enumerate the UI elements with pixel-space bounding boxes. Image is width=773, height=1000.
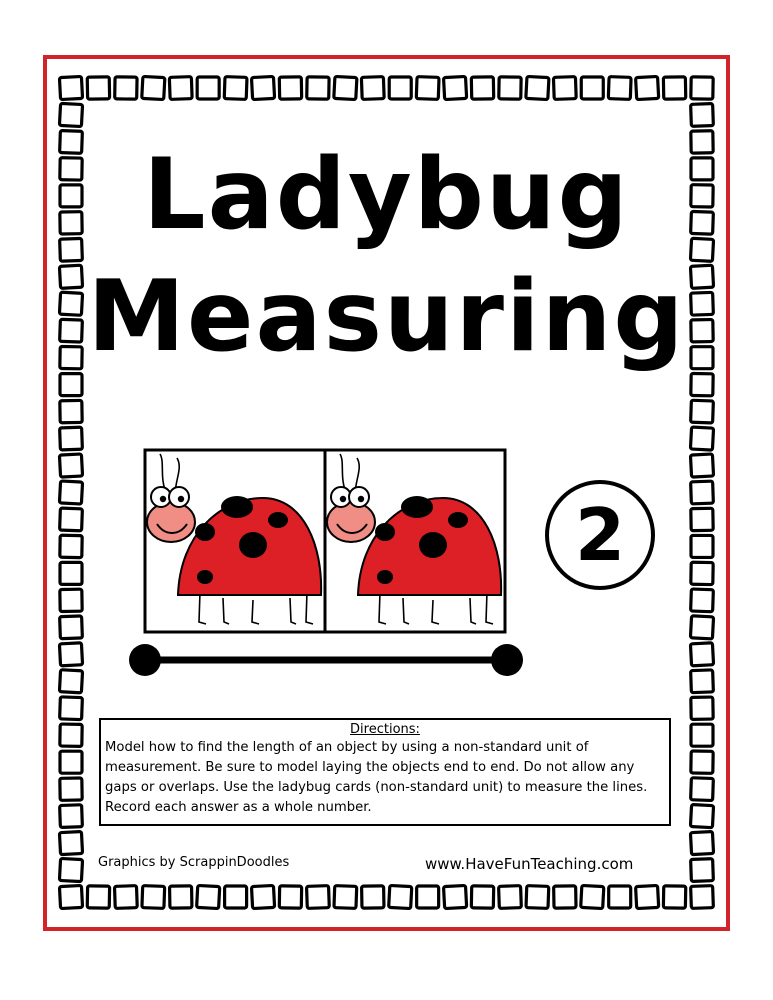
- border-square: [691, 589, 714, 612]
- border-square: [499, 886, 522, 909]
- border-square: [690, 832, 713, 855]
- border-square: [444, 76, 467, 99]
- border-square: [636, 76, 659, 99]
- border-square: [471, 886, 493, 908]
- border-square: [663, 77, 685, 99]
- ladybug-spot: [239, 532, 267, 558]
- border-square: [60, 535, 82, 557]
- border-square: [224, 77, 247, 100]
- ladybug-spot: [448, 512, 468, 528]
- border-square: [225, 886, 247, 908]
- ladybug-pupil: [358, 496, 364, 502]
- measuring-line: [129, 644, 523, 676]
- border-square: [142, 76, 165, 99]
- directions-heading: Directions:: [350, 722, 420, 737]
- border-square: [691, 697, 713, 719]
- ladybug-spot: [419, 532, 447, 558]
- ladybug-cards: [145, 450, 505, 632]
- border-square: [581, 885, 604, 908]
- border-square: [60, 751, 82, 773]
- border-square: [417, 886, 439, 908]
- ladybug-spot: [401, 496, 433, 518]
- border-square: [87, 886, 109, 908]
- border-square: [499, 77, 521, 99]
- ladybug-face: [327, 502, 375, 542]
- border-square: [60, 805, 83, 828]
- border-square: [251, 885, 274, 908]
- border-square: [690, 427, 713, 450]
- border-square: [59, 481, 82, 504]
- border-square: [307, 886, 330, 909]
- ladybug-spot: [195, 523, 215, 541]
- border-square: [115, 77, 137, 99]
- border-square: [170, 886, 192, 908]
- title-line-1: Ladybug: [143, 138, 630, 252]
- border-square: [59, 643, 82, 666]
- border-square: [59, 858, 82, 881]
- border-square: [608, 77, 631, 100]
- title-line-2: Measuring: [87, 260, 686, 374]
- ladybug-spot: [221, 496, 253, 518]
- border-square: [691, 400, 714, 423]
- border-square: [690, 616, 713, 639]
- border-square: [691, 778, 714, 801]
- border-square: [60, 589, 82, 611]
- ladybug-pupil: [340, 496, 346, 502]
- border-square: [636, 885, 659, 908]
- border-square: [59, 832, 82, 855]
- border-square: [114, 886, 137, 909]
- border-square: [554, 886, 576, 908]
- border-square: [60, 616, 83, 639]
- ladybug-pupil: [178, 496, 184, 502]
- border-square: [690, 454, 713, 477]
- border-square: [691, 508, 713, 530]
- border-square: [361, 77, 384, 100]
- border-square: [60, 374, 82, 396]
- border-square: [444, 885, 467, 908]
- border-square: [691, 77, 713, 99]
- border-square: [663, 886, 685, 908]
- line-endpoint-right: [491, 644, 523, 676]
- border-square: [609, 886, 631, 908]
- border-square: [691, 859, 714, 882]
- ladybug-spot: [377, 570, 393, 584]
- border-square: [60, 427, 83, 450]
- directions-box: [99, 718, 671, 826]
- border-square: [60, 508, 83, 531]
- ladybug-spot: [268, 512, 288, 528]
- ladybug-spot: [375, 523, 395, 541]
- border-square: [169, 77, 192, 100]
- border-square: [526, 76, 549, 99]
- border-square: [60, 400, 82, 422]
- border-square: [60, 562, 82, 584]
- border-square: [690, 643, 713, 666]
- border-square: [197, 77, 219, 99]
- border-square: [690, 805, 713, 828]
- ladybug-face: [147, 502, 195, 542]
- border-square: [553, 77, 576, 100]
- border-square: [389, 77, 411, 99]
- directions-text: Model how to find the length of an object by using a non-standard unit of measurement. Be sure to model laying the objects end to end. Do not allow any gaps or overlaps. Use the ladybug cards (non-standard unit) to measure the lines. Record each answer as a whole number.: [105, 740, 648, 815]
- border-square: [279, 77, 301, 99]
- border-square: [60, 778, 82, 800]
- border-square: [362, 886, 384, 908]
- border-square: [60, 697, 83, 720]
- border-square: [60, 724, 82, 746]
- border-square: [416, 77, 439, 100]
- line-endpoint-left: [129, 644, 161, 676]
- ladybug-pupil: [160, 496, 166, 502]
- graphics-credit: Graphics by ScrappinDoodles: [98, 855, 290, 870]
- border-square: [59, 103, 82, 126]
- border-square: [334, 886, 357, 909]
- border-square: [691, 562, 713, 584]
- border-square: [471, 77, 493, 99]
- ladybug-spot: [197, 570, 213, 584]
- border-square: [334, 76, 357, 99]
- border-square: [691, 886, 714, 909]
- border-square: [691, 670, 714, 693]
- border-square: [526, 886, 549, 909]
- card-number-badge: 2: [545, 480, 655, 590]
- border-square: [691, 373, 713, 395]
- border-square: [691, 535, 713, 557]
- border-square: [59, 76, 82, 99]
- border-square: [59, 454, 82, 477]
- border-square: [59, 885, 82, 908]
- border-square: [279, 886, 301, 908]
- border-square: [691, 104, 714, 127]
- border-square: [251, 76, 274, 99]
- border-square: [59, 670, 82, 693]
- border-square: [691, 724, 713, 746]
- border-square: [142, 886, 165, 909]
- border-square: [307, 77, 329, 99]
- border-square: [691, 481, 714, 504]
- border-square: [691, 751, 713, 773]
- website-credit: www.HaveFunTeaching.com: [425, 855, 634, 873]
- border-square: [87, 77, 109, 99]
- border-square: [389, 885, 412, 908]
- border-square: [581, 77, 603, 99]
- border-square: [197, 885, 220, 908]
